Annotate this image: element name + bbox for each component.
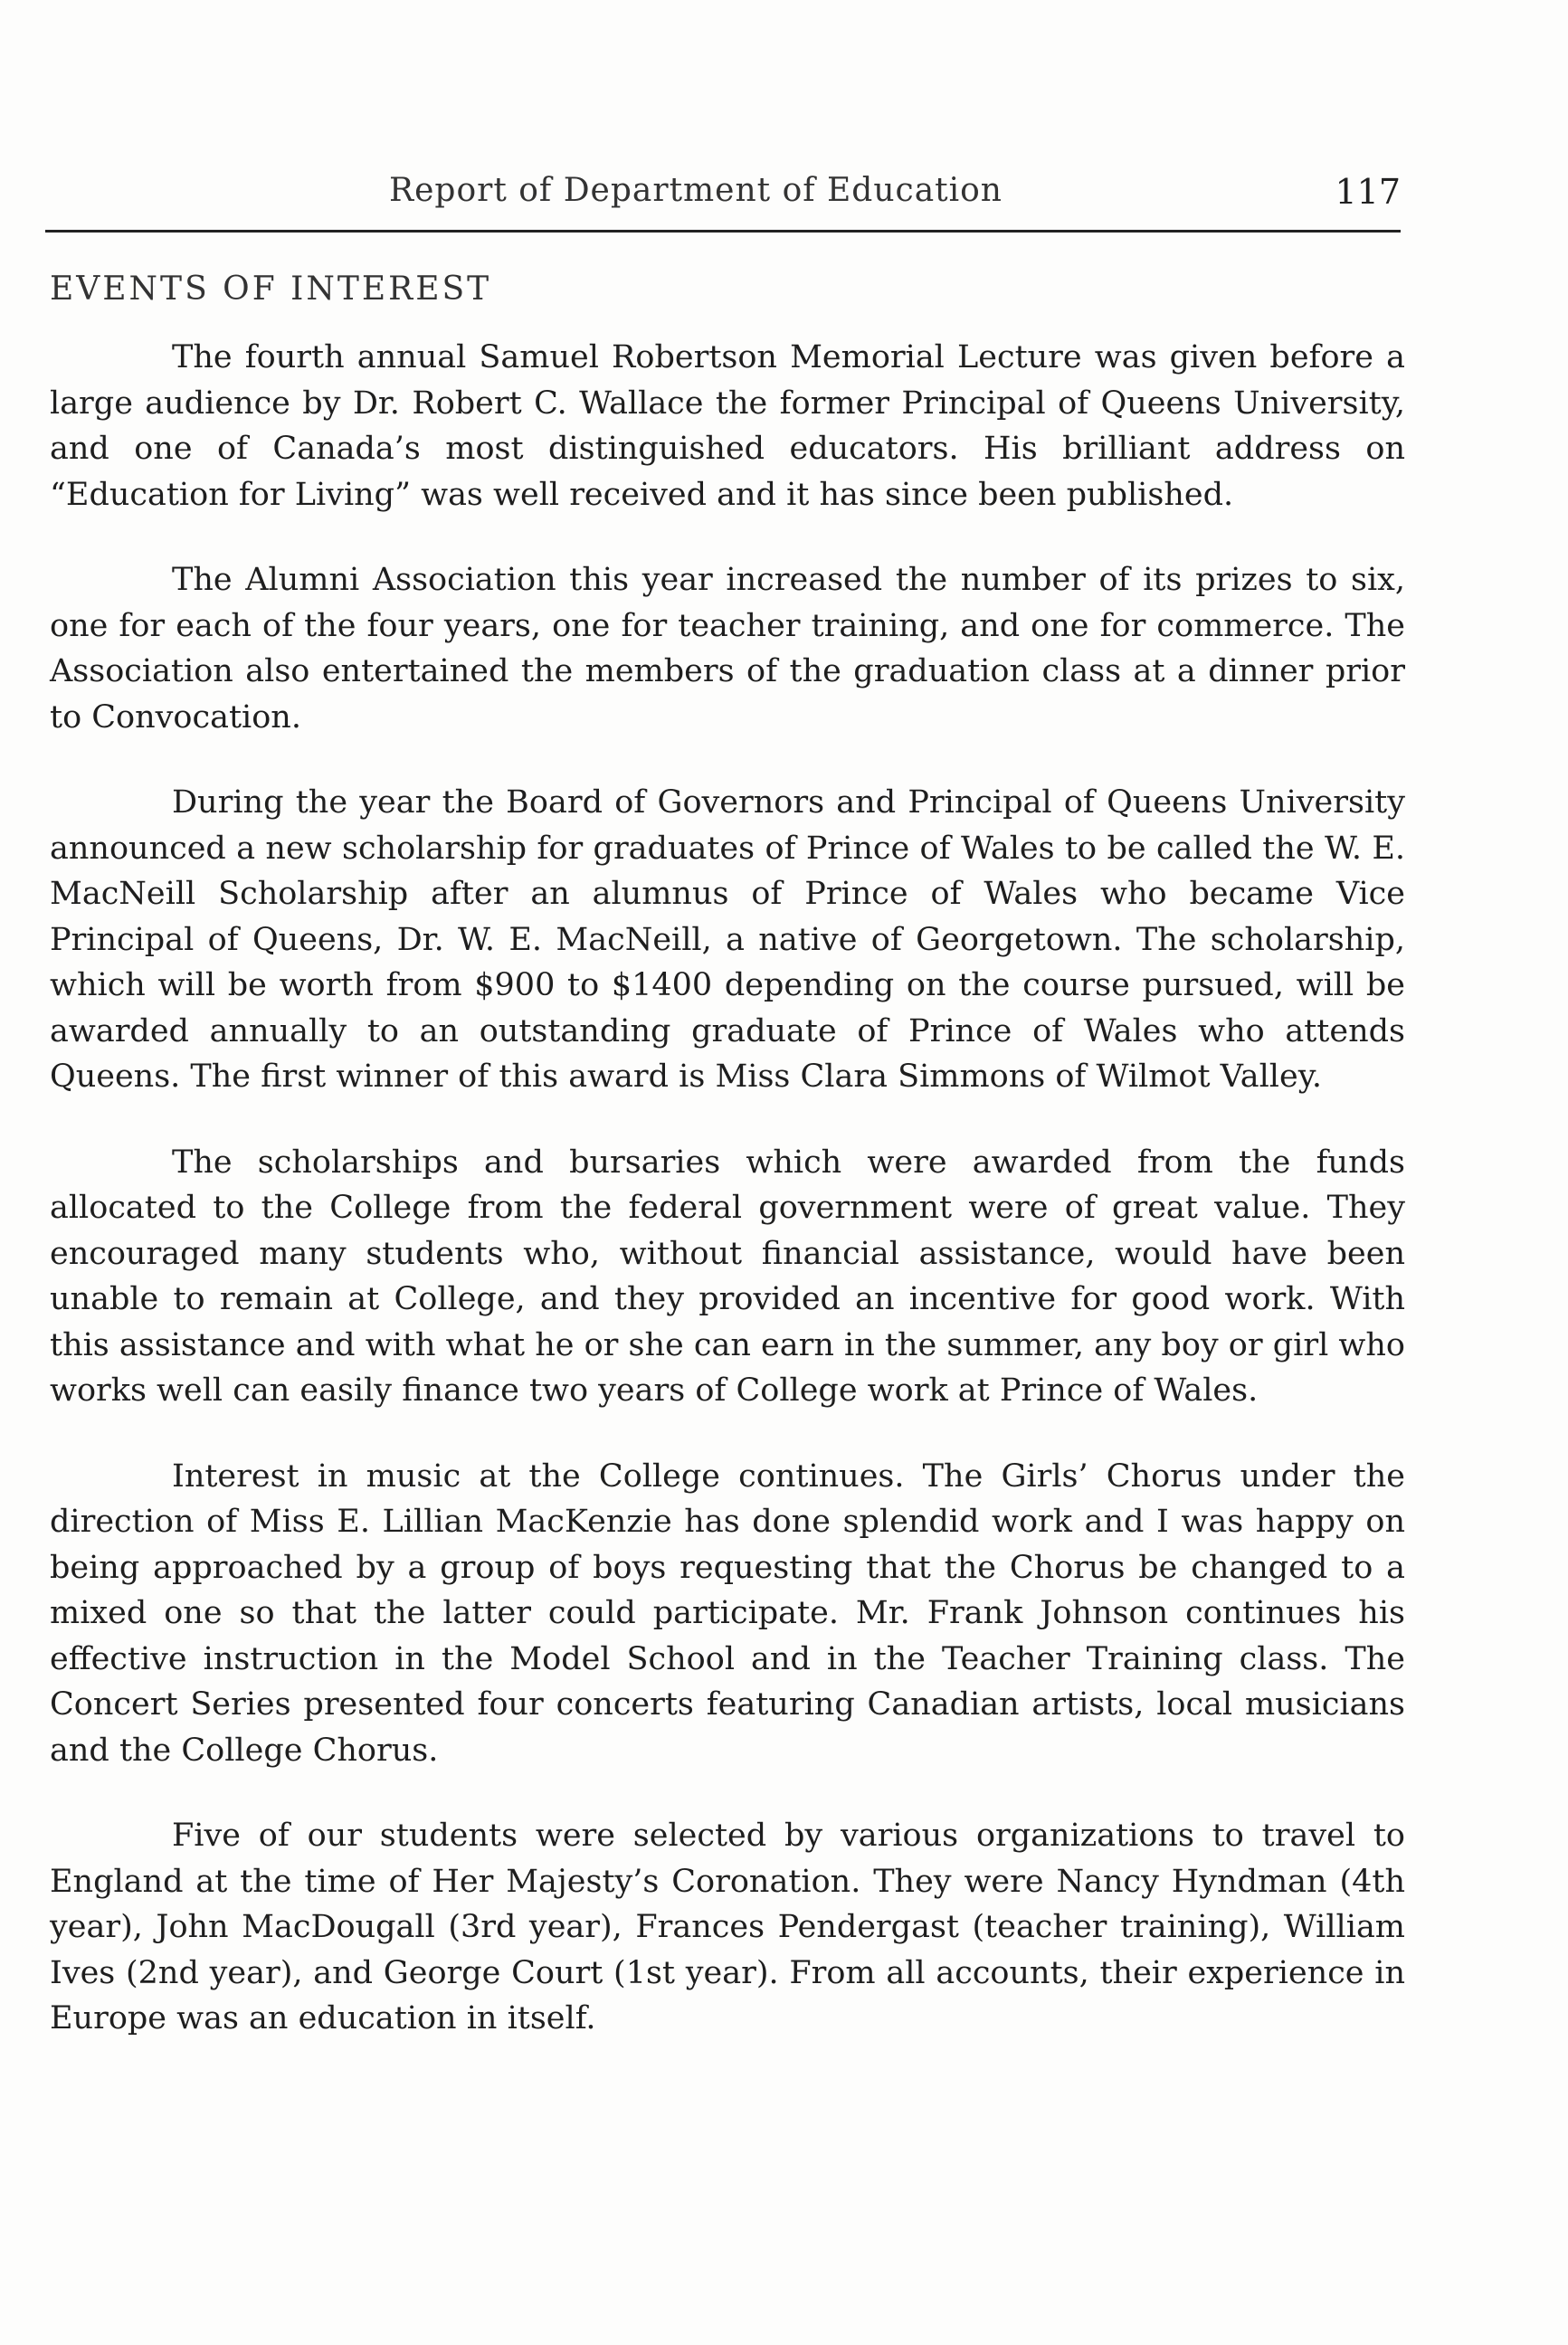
paragraph-macneill-scholarship: During the year the Board of Governors and Principal of Queens University announced a new scholarship for graduates of Prince of Wales to be called the W. E. MacNeill Scholarship after an alumnus of Prince of Wales who became Vice Principal of Queens, Dr. W. E. MacNeill, a native of Georgetown. The scholarship, which will be worth from $900 to $1400 depending on the course pursued, will be awarded annually to an outstanding graduate of Prince of Wales who attends Queens. The first winner of this award is Miss Clara Simmons of Wilmot Valley. <box>50 784 1405 1095</box>
paragraph-music: Interest in music at the College continues. The Girls’ Chorus under the direction of Miss E. Lillian MacKenzie has done splendid work and I was happy on being approached by a group of boys requesting that the Chorus be changed to a mixed one so that the latter could participate. Mr. Frank Johnson continues his effective instruction in the Model School and in the Teacher Training class. The Concert Series presented four concerts featuring Canadian artists, local musicians and the College Chorus. <box>50 1457 1405 1769</box>
paragraph-scholarships-bursaries: The scholarships and bursaries which were awarded from the funds allocated to the College from the federal government were of great value. They encouraged many students who, without financial assistance, would have been unable to remain at College, and they provided an incentive for good work. With this assistance and with what he or she can earn in the summer, any boy or girl who works well can easily finance two years of College work at Prince of Wales. <box>50 1144 1405 1409</box>
running-head: Report of Department of Education <box>389 172 1003 209</box>
section-title: EVENTS OF INTEREST <box>50 271 492 308</box>
paragraph-coronation-students: Five of our students were selected by various organizations to travel to England at the time of Her Majesty’s Coronation. They were Nancy Hyndman (4th year), John MacDougall (3rd year), Frances Pendergast (teacher training), William Ives (2nd year), and George Court (1st year). From all accounts, their experience in Europe was an education in itself. <box>50 1818 1405 2036</box>
paragraph-memorial-lecture: The fourth annual Samuel Robertson Memorial Lecture was given before a large audience by Dr. Robert C. Wallace the former Principal of Queens University, and one of Canada’s most distinguished educators. His brilliant address on “Education for Living” was well received and it has since been published. <box>50 339 1405 513</box>
page-number: 117 <box>1335 172 1401 212</box>
paragraph-alumni-association: The Alumni Association this year increased the number of its prizes to six, one for each of the four years, one for teacher training, and one for commerce. The Association also entertained the members of the graduation class at a dinner prior to Convocation. <box>50 562 1405 736</box>
page-header <box>45 163 1401 233</box>
page-body <box>50 268 1405 2082</box>
